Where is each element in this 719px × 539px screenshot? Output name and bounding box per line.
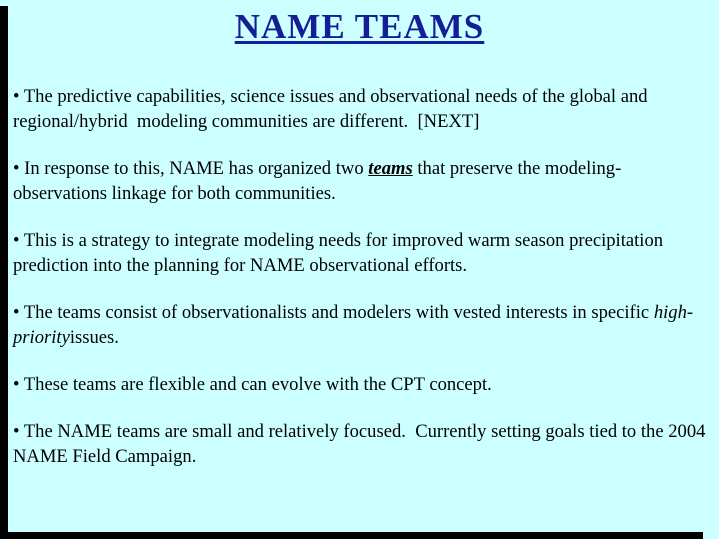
bottom-edge-bar [6, 532, 703, 539]
bullet-item [13, 300, 709, 350]
bullet-marker: • [13, 158, 25, 179]
text-run: issues. [69, 327, 119, 348]
bullet-marker: • [13, 230, 24, 251]
bullet-item [13, 372, 709, 397]
text-run: In response to this, NAME has organized two [24, 158, 369, 179]
text-run: that preserve the modeling-observations linkage for both communities. [13, 158, 622, 204]
slide-title: NAME TEAMS [234, 7, 485, 46]
bullet-marker: • [13, 374, 24, 395]
text-run: high-priority [13, 302, 694, 348]
bullet-item [13, 419, 709, 469]
bullet-marker: • [13, 302, 24, 323]
bullet-item [13, 228, 709, 278]
text-run: These teams are flexible and can evolve with the CPT concept. [23, 374, 492, 395]
text-run: teams [368, 158, 413, 179]
bullet-marker: • [13, 421, 24, 442]
text-run: The teams consist of observationalists and modelers with vested interests in specific [23, 302, 654, 323]
bullet-list [0, 84, 719, 469]
left-edge-bar [0, 6, 8, 539]
bullet-item [13, 84, 709, 134]
text-run: The NAME teams are small and relatively focused. Currently setting goals tied to the 2004 NAME Field Campaign. [13, 421, 711, 467]
bullet-marker: • [13, 86, 24, 107]
text-run: This is a strategy to integrate modeling needs for improved warm season precipitation prediction into the planning for NAME observational efforts. [13, 230, 668, 276]
text-run: The predictive capabilities, science issues and observational needs of the global and regional/hybrid modeling communities are different. [NEXT] [13, 86, 653, 132]
bullet-item [13, 156, 709, 206]
